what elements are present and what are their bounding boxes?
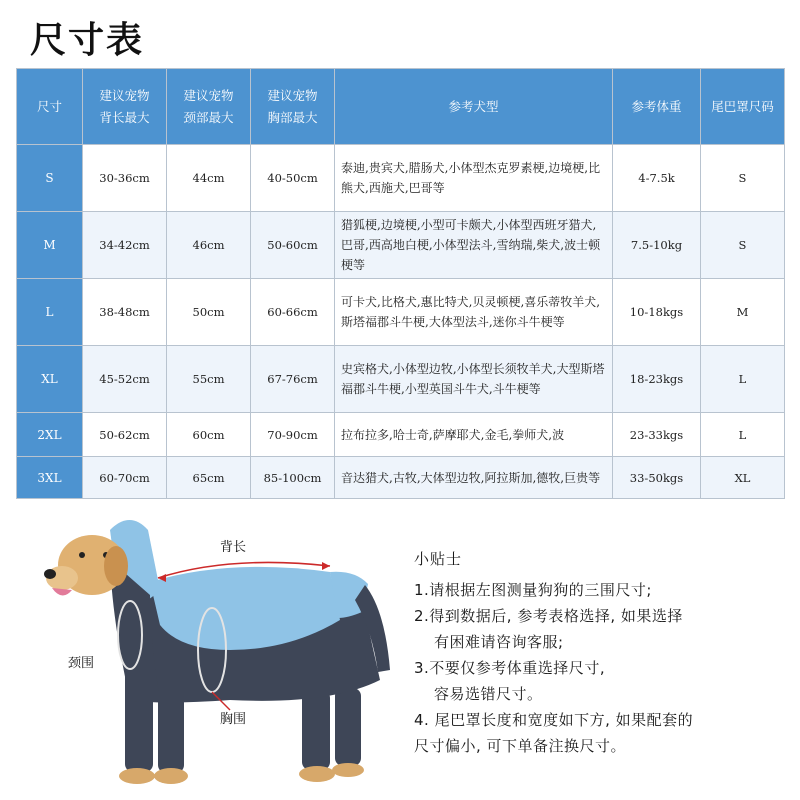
weight-cell: 7.5-10kg: [613, 212, 701, 279]
chest-cell: 70-90cm: [251, 413, 335, 457]
size-cell: XL: [17, 346, 83, 413]
header-size: 尺寸: [17, 69, 83, 145]
tip-line: 1.请根据左图测量狗狗的三围尺寸;: [414, 581, 652, 599]
table-row: [17, 212, 785, 279]
breed-cell: 拉布拉多,哈士奇,萨摩耶犬,金毛,拳师犬,波: [335, 413, 613, 457]
chest-label: 胸围: [220, 712, 247, 727]
header-tail-size: 尾巴罩尺码: [701, 69, 785, 145]
back-cell: 50-62cm: [83, 413, 167, 457]
header-weight: 参考体重: [613, 69, 701, 145]
size-cell: M: [17, 212, 83, 279]
breed-cell: 史宾格犬,小体型边牧,小体型长须牧羊犬,大型斯塔福郡斗牛梗,小型英国斗牛犬,斗牛梗等: [335, 346, 613, 413]
breed-cell: 泰迪,贵宾犬,腊肠犬,小体型杰克罗素梗,边境梗,比熊犬,西施犬,巴哥等: [335, 145, 613, 212]
header-neck: 建议宠物 颈部最大: [167, 69, 251, 145]
header-breed: 参考犬型: [335, 69, 613, 145]
tail-cell: XL: [701, 457, 785, 499]
breed-cell: 音达猎犬,古牧,大体型边牧,阿拉斯加,德牧,巨贵等: [335, 457, 613, 499]
header-back-length: 建议宠物 背长最大: [83, 69, 167, 145]
weight-cell: 4-7.5k: [613, 145, 701, 212]
tip-line: 4. 尾巴罩长度和宽度如下方, 如果配套的: [414, 711, 694, 729]
breed-cell: 猎狐梗,边境梗,小型可卡颇犬,小体型西班牙猎犬,巴哥,西高地白梗,小体型法斗,雪纳瑞,柴犬,波士顿梗等: [335, 212, 613, 279]
size-cell: 2XL: [17, 413, 83, 457]
size-cell: 3XL: [17, 457, 83, 499]
table-row: [17, 346, 785, 413]
back-cell: 45-52cm: [83, 346, 167, 413]
chest-cell: 67-76cm: [251, 346, 335, 413]
table-row: [17, 145, 785, 212]
neck-cell: 46cm: [167, 212, 251, 279]
header-row: [17, 69, 785, 145]
neck-cell: 55cm: [167, 346, 251, 413]
back-cell: 38-48cm: [83, 279, 167, 346]
tip-line: 3.不要仅参考体重选择尺寸,: [414, 659, 606, 677]
tail-cell: L: [701, 346, 785, 413]
neck-cell: 65cm: [167, 457, 251, 499]
tips-panel: [414, 548, 794, 759]
size-table: [16, 68, 785, 499]
tail-cell: S: [701, 212, 785, 279]
size-cell: L: [17, 279, 83, 346]
neck-cell: 50cm: [167, 279, 251, 346]
tip-line: 有困难请咨询客服;: [434, 633, 564, 651]
tips-title: 小贴士: [414, 550, 463, 568]
neck-label: 颈围: [68, 656, 95, 671]
neck-cell: 60cm: [167, 413, 251, 457]
table-row: [17, 413, 785, 457]
size-cell: S: [17, 145, 83, 212]
tip-line: 容易选错尺寸。: [434, 685, 543, 703]
weight-cell: 23-33kgs: [613, 413, 701, 457]
dog-raincoat-illustration: [30, 500, 410, 790]
tip-line: 尺寸偏小, 可下单备注换尺寸。: [414, 737, 627, 755]
back-cell: 60-70cm: [83, 457, 167, 499]
tail-cell: L: [701, 413, 785, 457]
neck-cell: 44cm: [167, 145, 251, 212]
back-length-label: 背长: [220, 540, 247, 555]
tail-cell: M: [701, 279, 785, 346]
weight-cell: 18-23kgs: [613, 346, 701, 413]
back-cell: 30-36cm: [83, 145, 167, 212]
weight-cell: 33-50kgs: [613, 457, 701, 499]
chest-cell: 85-100cm: [251, 457, 335, 499]
table-row: [17, 457, 785, 499]
weight-cell: 10-18kgs: [613, 279, 701, 346]
tail-cell: S: [701, 145, 785, 212]
chest-cell: 40-50cm: [251, 145, 335, 212]
back-cell: 34-42cm: [83, 212, 167, 279]
tip-line: 2.得到数据后, 参考表格选择, 如果选择: [414, 607, 683, 625]
chest-cell: 50-60cm: [251, 212, 335, 279]
header-chest: 建议宠物 胸部最大: [251, 69, 335, 145]
page-title: 尺寸表: [30, 20, 145, 61]
breed-cell: 可卡犬,比格犬,惠比特犬,贝灵顿梗,喜乐蒂牧羊犬,斯塔福郡斗牛梗,大体型法斗,迷你斗牛梗等: [335, 279, 613, 346]
chest-cell: 60-66cm: [251, 279, 335, 346]
table-row: [17, 279, 785, 346]
